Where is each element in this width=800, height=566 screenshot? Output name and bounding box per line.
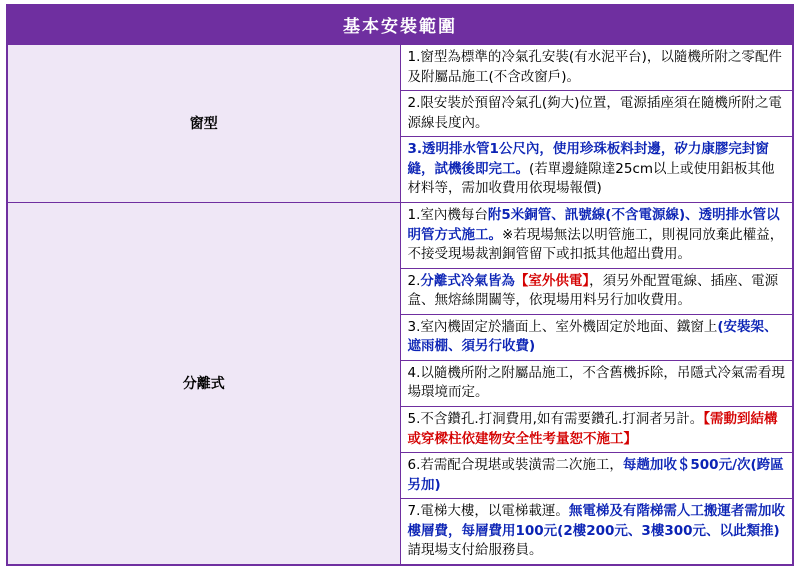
section-items-window-type <box>400 45 793 203</box>
list-item-text: 請現場支付給服務員。 <box>407 542 543 559</box>
list-item <box>401 407 793 453</box>
list-item-text: 【需動到結構或穿樑柱依建物安全性考量恕不施工】 <box>407 411 778 447</box>
section-items-split-type <box>400 202 793 565</box>
list-item-text: 4.以隨機所附之附屬品施工，不含舊機拆除，吊隱式冷氣需看現場環境而定。 <box>407 364 785 401</box>
page-title: 基本安裝範圍 <box>7 5 793 45</box>
item-list <box>401 45 793 202</box>
list-item-text: 2.限安裝於預留冷氣孔(夠大)位置，電源插座須在隨機所附之電源線長度內。 <box>407 95 782 131</box>
list-item <box>401 315 793 361</box>
list-item-text: (若單邊縫隙達25cm以上或使用鋁板其他材料等，需加收費用依現場報價) <box>407 160 775 197</box>
list-item-text: 每趟加收＄500元/次(跨區另加) <box>407 457 784 493</box>
table-row <box>7 202 793 565</box>
list-item-text: 1.室內機每台 <box>407 206 488 223</box>
list-item-text: 5.不含鑽孔.打洞費用,如有需要鑽孔.打洞者另計。 <box>407 411 704 427</box>
list-item-text: 3.室內機固定於牆面上、室外機固定於地面、鐵窗上 <box>407 318 718 335</box>
list-item-text: 【室外供電】 <box>514 272 590 289</box>
list-item <box>401 269 793 315</box>
table-title-row <box>7 5 793 45</box>
list-item <box>401 91 793 137</box>
list-item <box>401 499 793 564</box>
list-item <box>401 453 793 499</box>
list-item-text: 無電梯及有階梯需人工搬運者需加收樓層費，每層費用100元(2樓200元、3樓300元、以此類推) <box>407 503 785 539</box>
list-item-text: 2. <box>407 272 421 289</box>
list-item-text: ，須另外配置電線、插座、電源盒、無熔絲開關等，依現場用料另行加收費用。 <box>407 272 779 309</box>
section-label-split-type: 分離式 <box>7 202 400 565</box>
list-item-text: 分離式冷氣皆為 <box>420 272 515 289</box>
list-item-text: 1.窗型為標準的冷氣孔安裝(有水泥平台)，以隨機所附之零配件及附屬品施工(不含改窗戶)。 <box>407 49 782 85</box>
list-item-text: 3.透明排水管1公尺內，使用珍珠板料封邊，矽力康膠完封窗縫，試機後即完工。 <box>407 141 769 177</box>
list-item-text: (安裝架、遮雨棚、須另行收費) <box>407 318 778 355</box>
list-item-text: 6.若需配合現堪或裝潢需二次施工， <box>407 457 623 474</box>
list-item <box>401 203 793 269</box>
list-item-text: 附5米銅管、訊號線(不含電源線)、透明排水管以明管方式施工。 <box>407 206 780 243</box>
list-item <box>401 137 793 202</box>
section-label-window-type: 窗型 <box>7 45 400 203</box>
installation-scope-table <box>6 4 794 566</box>
table-row <box>7 45 793 203</box>
item-list <box>401 203 793 564</box>
list-item <box>401 361 793 407</box>
list-item-text: 7.電梯大樓，以電梯載運。 <box>407 503 569 520</box>
list-item-text: ※若現場無法以明管施工，則視同放棄此權益，不接受現場裁割銅管留下或扣抵其他超出費用。 <box>407 226 784 263</box>
list-item <box>401 45 793 91</box>
